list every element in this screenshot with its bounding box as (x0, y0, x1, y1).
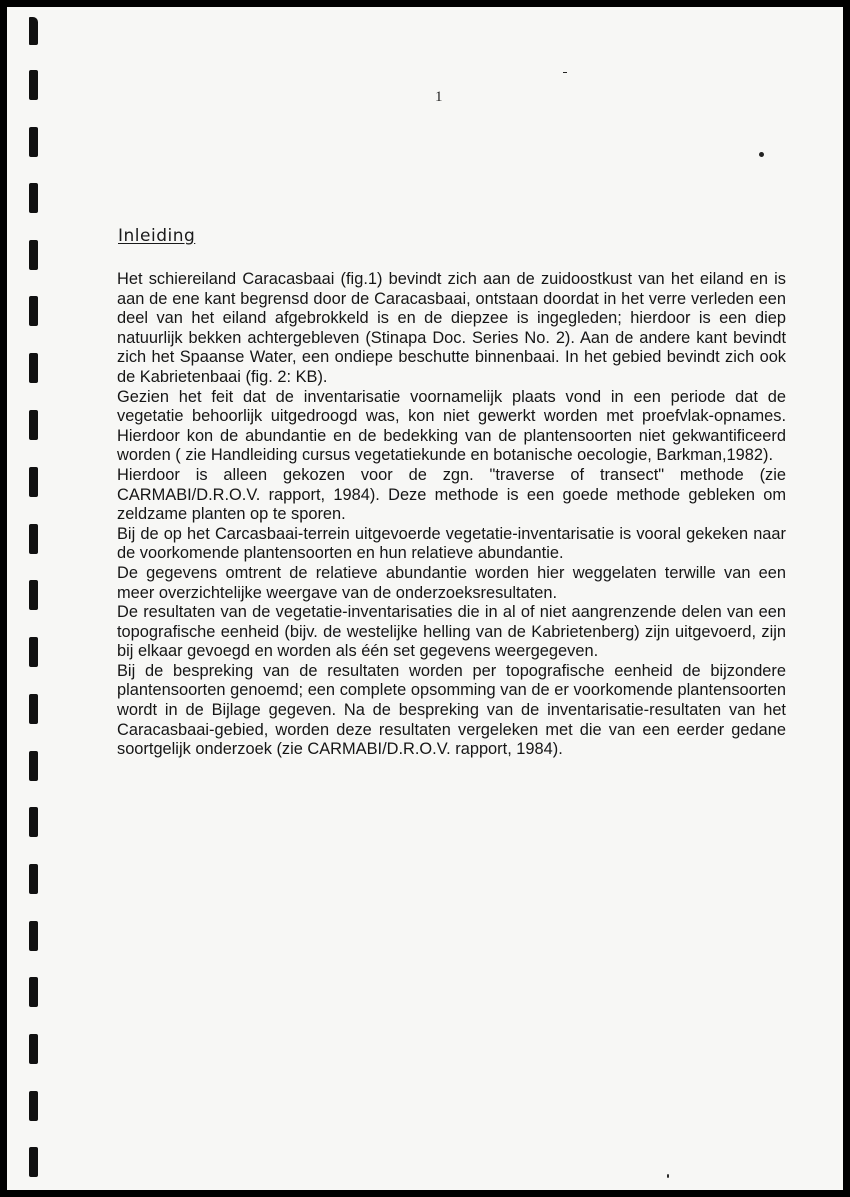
binder-hole (29, 353, 38, 383)
paragraph: Het schiereiland Caracasbaai (fig.1) bevindt zich aan de zuidoostkust van het eiland en is aan de ene kant begrensd door de Caracasbaai, ontstaan doordat in het verre verleden een deel van het eiland afgebrokkeld is en de diepzee is ingegleden; hierdoor is een diep natuurlijk bekken achtergebleven (Stinapa Doc. Series No. 2). Aan de andere kant bevindt zich het Spaanse Water, een ondiepe beschutte binnenbaai. In het gebied bevindt zich ook de Kabrietenbaai (fig. 2: KB). (117, 270, 786, 386)
binder-hole (29, 637, 38, 667)
section-heading: Inleiding (118, 226, 196, 246)
binder-hole (29, 17, 38, 45)
body-text (117, 270, 786, 760)
binder-hole (29, 1091, 38, 1121)
paragraph: Gezien het feit dat de inventarisatie voornamelijk plaats vond in een periode dat de vegetatie behoorlijk uitgedroogd was, kon niet gewerkt worden met proefvlak-opnames. Hierdoor kon de abundantie en de bedekking van de plantensoorten niet gekwantificeerd worden ( zie Handleiding cursus vegetatiekunde en botanische oecologie, Barkman,1982). (117, 387, 786, 465)
binder-hole (29, 410, 38, 440)
binder-hole (29, 807, 38, 837)
binder-hole (29, 580, 38, 610)
paragraph: Hierdoor is alleen gekozen voor de zgn. "traverse of transect" methode (zie CARMABI/D.R.O.V. rapport, 1984). Deze methode is een goede methode gebleken om zeldzame planten op te sporen. (117, 465, 786, 524)
page-number: 1 (435, 89, 443, 105)
binder-hole (29, 1034, 38, 1064)
binder-hole (29, 467, 38, 497)
binder-hole (29, 524, 38, 554)
binder-hole (29, 751, 38, 781)
binder-hole (29, 183, 38, 213)
document-page (7, 7, 843, 1190)
binder-hole (29, 1147, 38, 1177)
binder-hole (29, 240, 38, 270)
paragraph: De resultaten van de vegetatie-inventarisaties die in al of niet aangrenzende delen van een topografische eenheid (bijv. de westelijke helling van de Kabrietenberg) zijn uitgevoerd, zijn bij elkaar gevoegd en worden als één set gegevens weergegeven. (117, 603, 786, 661)
binder-hole (29, 127, 38, 157)
binder-hole (29, 694, 38, 724)
scan-speck (563, 72, 567, 73)
paragraph: Bij de op het Carcasbaai-terrein uitgevoerde vegetatie-inventarisatie is vooral gekeken naar de voorkomende plantensoorten en hun relatieve abundantie. (117, 524, 786, 563)
scan-speck (759, 152, 764, 157)
paragraph: De gegevens omtrent de relatieve abundantie worden hier weggelaten terwille van een meer overzichtelijke weergave van de onderzoeksresultaten. (117, 563, 786, 602)
binder-hole (29, 70, 38, 100)
binder-hole (29, 864, 38, 894)
binder-hole (29, 977, 38, 1007)
scan-speck (667, 1174, 669, 1178)
paragraph: Bij de bespreking van de resultaten worden per topografische eenheid de bijzondere plantensoorten genoemd; een complete opsomming van de er voorkomende plantensoorten wordt in de Bijlage gegeven. Na de bespreking van de inventarisatie-resultaten van het Caracasbaai-gebied, worden deze resultaten vergeleken met die van een eerder gedane soortgelijk onderzoek (zie CARMABI/D.R.O.V. rapport, 1984). (117, 661, 786, 759)
binder-hole (29, 296, 38, 326)
binder-hole (29, 921, 38, 951)
